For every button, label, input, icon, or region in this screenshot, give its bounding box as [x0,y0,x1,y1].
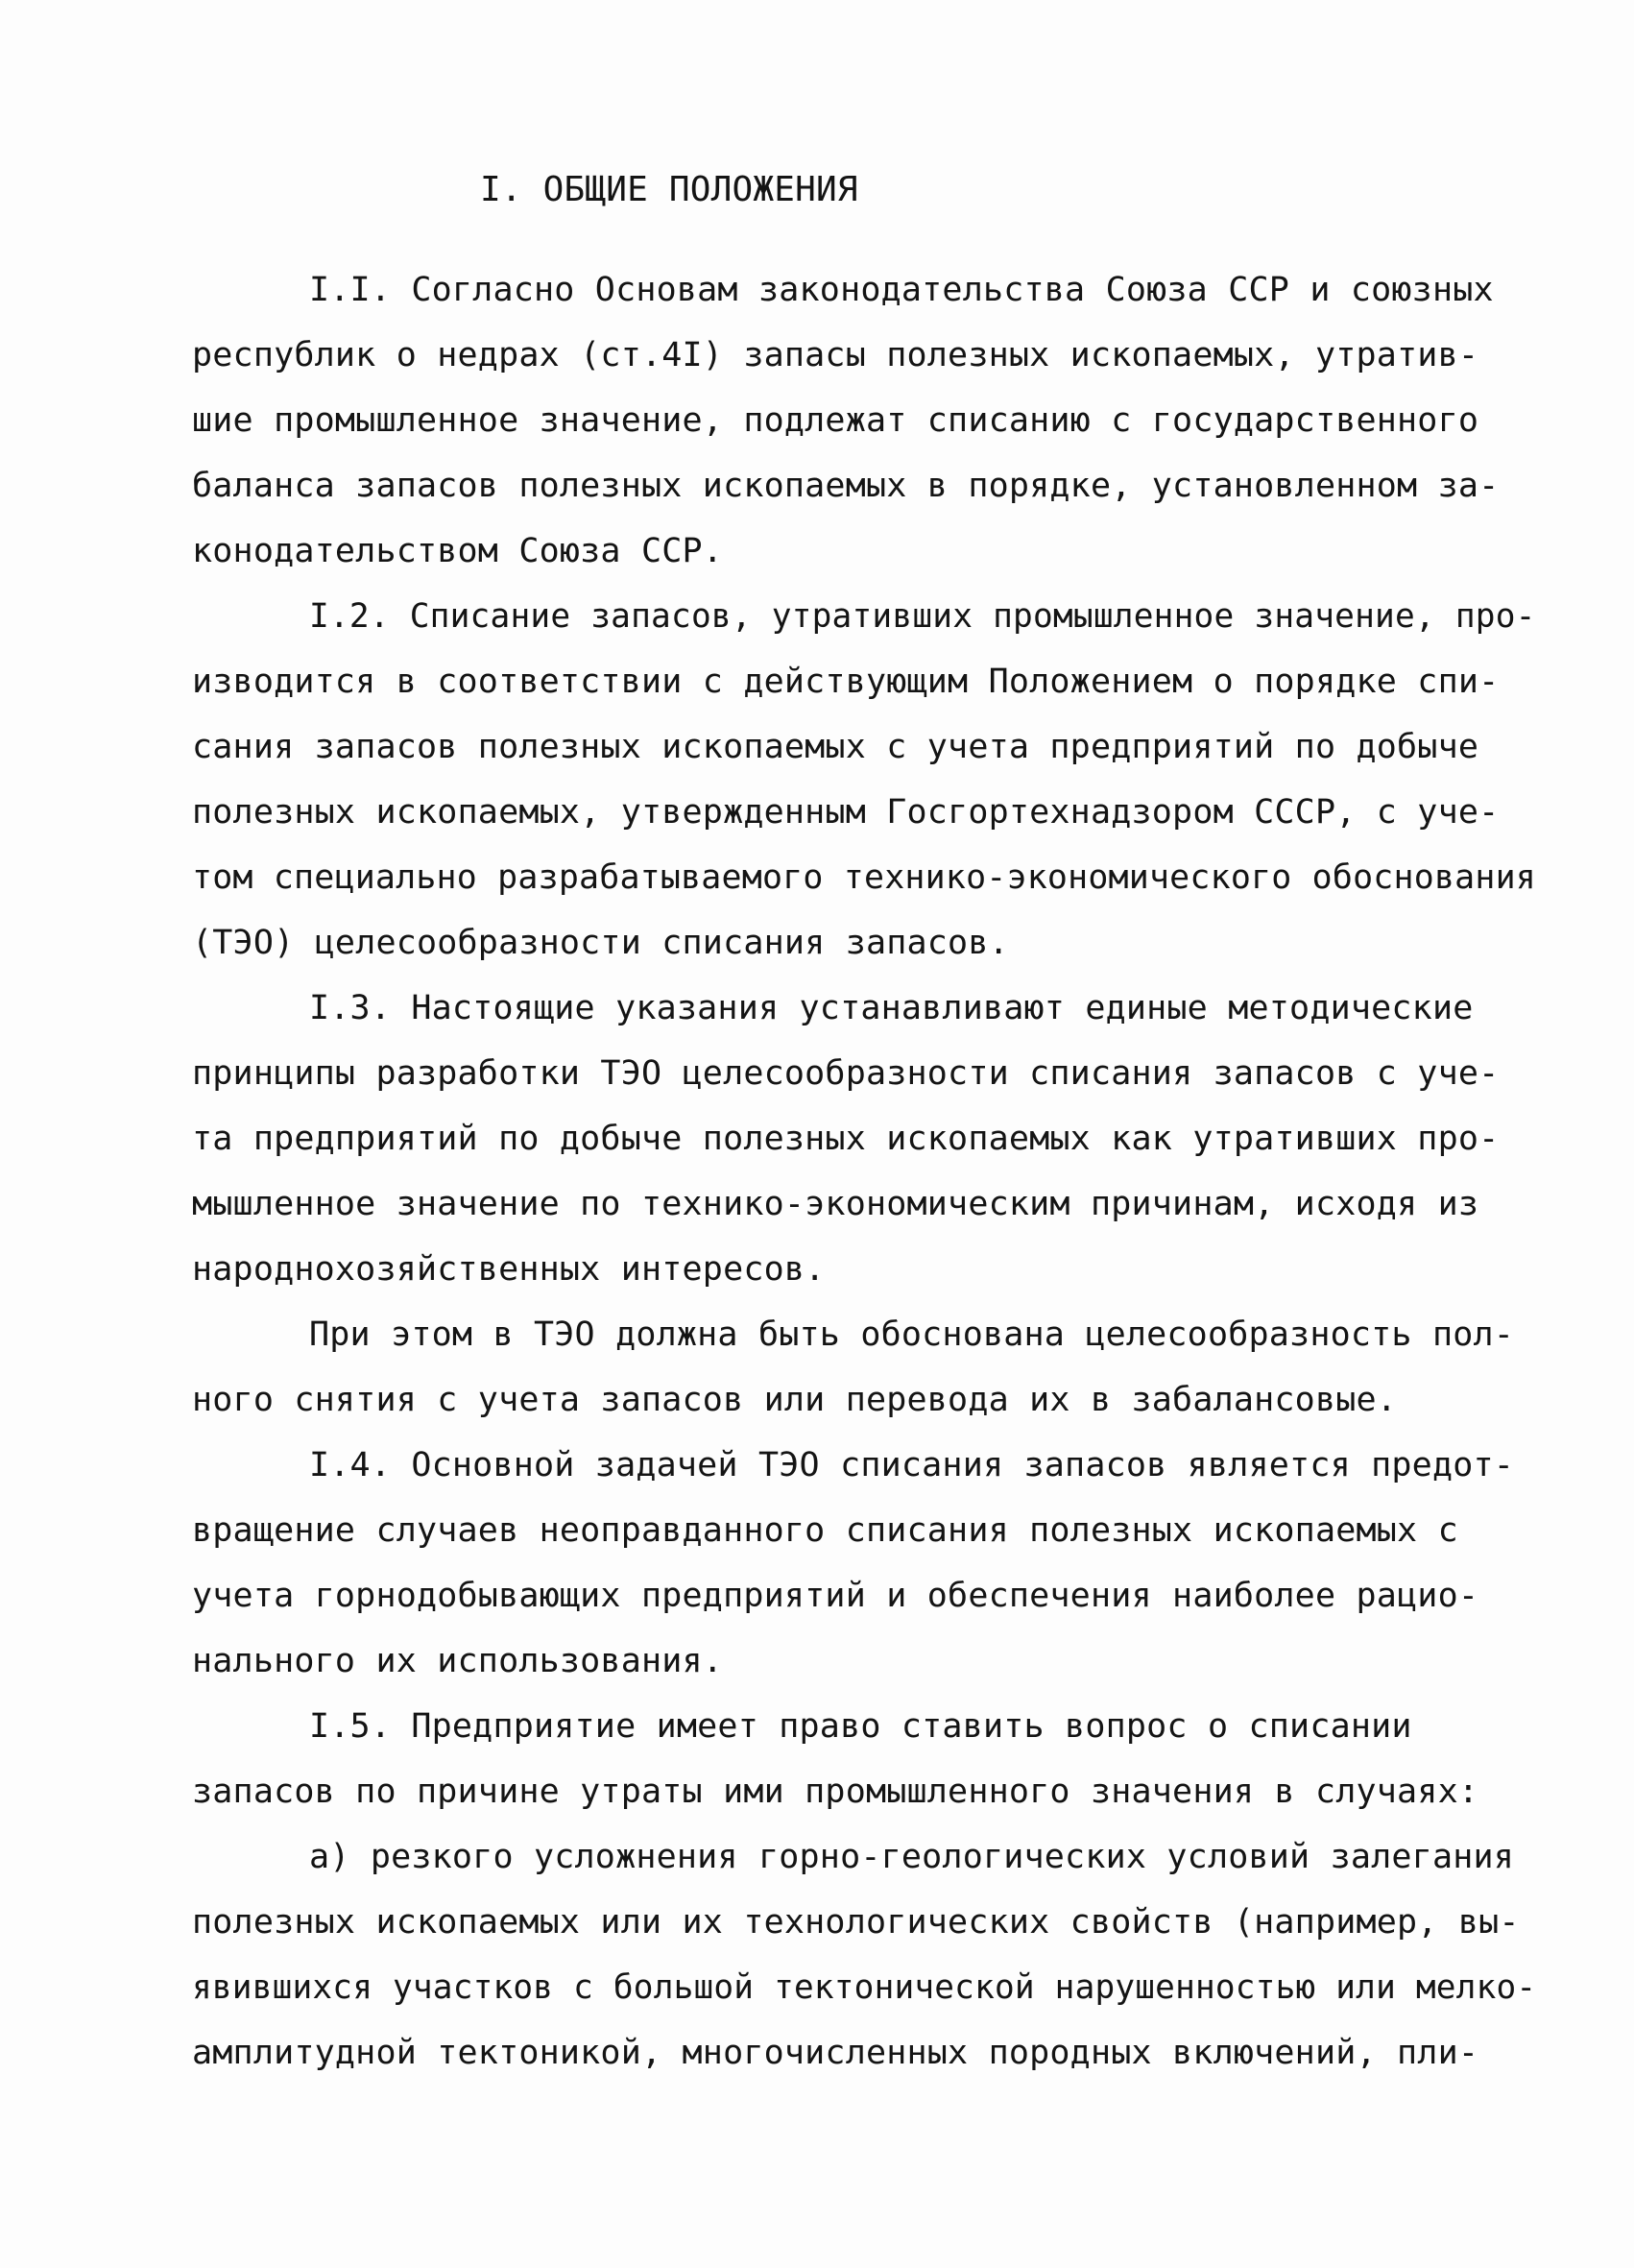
text-line: полезных ископаемых или их технологических свойств (например, вы- [192,1903,1520,1942]
text-line: та предприятий по добыче полезных ископаемых как утративших про- [192,1120,1500,1158]
text-line: (ТЭО) целесообразности списания запасов. [192,924,1009,962]
text-line: I.5. Предприятие имеет право ставить вопрос о списании [309,1707,1412,1746]
text-line: мышленное значение по технико-экономическим причинам, исходя из [192,1185,1479,1223]
text-line: При этом в ТЭО должна быть обоснована целесообразность пол- [309,1315,1515,1354]
text-line: полезных ископаемых, утвержденным Госгортехнадзором СССР, с уче- [192,793,1500,832]
text-line: том специально разрабатываемого технико-экономического обоснования [192,858,1537,897]
text-line: I.4. Основной задачей ТЭО списания запасов является предот- [309,1446,1515,1484]
text-line: баланса запасов полезных ископаемых в порядке, установленном за- [192,467,1500,505]
text-line: шие промышленное значение, подлежат списанию с государственного [192,401,1479,440]
text-line: принципы разработки ТЭО целесообразности списания запасов с уче- [192,1054,1500,1093]
text-line: изводится в соответствии с действующим Положением о порядке спи- [192,663,1500,701]
text-line: нального их использования. [192,1642,724,1680]
text-line: а) резкого усложнения горно-геологических условий залегания [309,1838,1515,1876]
text-line: вращение случаев неоправданного списания полезных ископаемых с [192,1511,1458,1550]
text-line: сания запасов полезных ископаемых с учета предприятий по добыче [192,728,1479,766]
text-line: конодательством Союза ССР. [192,532,724,570]
text-line: учета горнодобывающих предприятий и обеспечения наиболее рацио- [192,1577,1479,1615]
text-line: запасов по причине утраты ими промышленного значения в случаях: [192,1773,1479,1811]
text-line: народнохозяйственных интересов. [192,1250,826,1289]
text-line: I.2. Списание запасов, утративших промышленное значение, про- [309,597,1536,636]
section-heading: I. ОБЩИЕ ПОЛОЖЕНИЯ [480,170,858,209]
text-line: I.3. Настоящие указания устанавливают единые методические [309,989,1474,1027]
text-line: ного снятия с учета запасов или перевода их в забалансовые. [192,1381,1398,1419]
text-line: республик о недрах (ст.4I) запасы полезных ископаемых, утратив- [192,336,1479,374]
text-line: I.I. Согласно Основам законодательства Союза ССР и союзных [309,271,1494,309]
text-line: амплитудной тектоникой, многочисленных породных включений, пли- [192,2034,1479,2072]
text-line: явившихся участков с большой тектонической нарушенностью или мелко- [192,1968,1537,2007]
